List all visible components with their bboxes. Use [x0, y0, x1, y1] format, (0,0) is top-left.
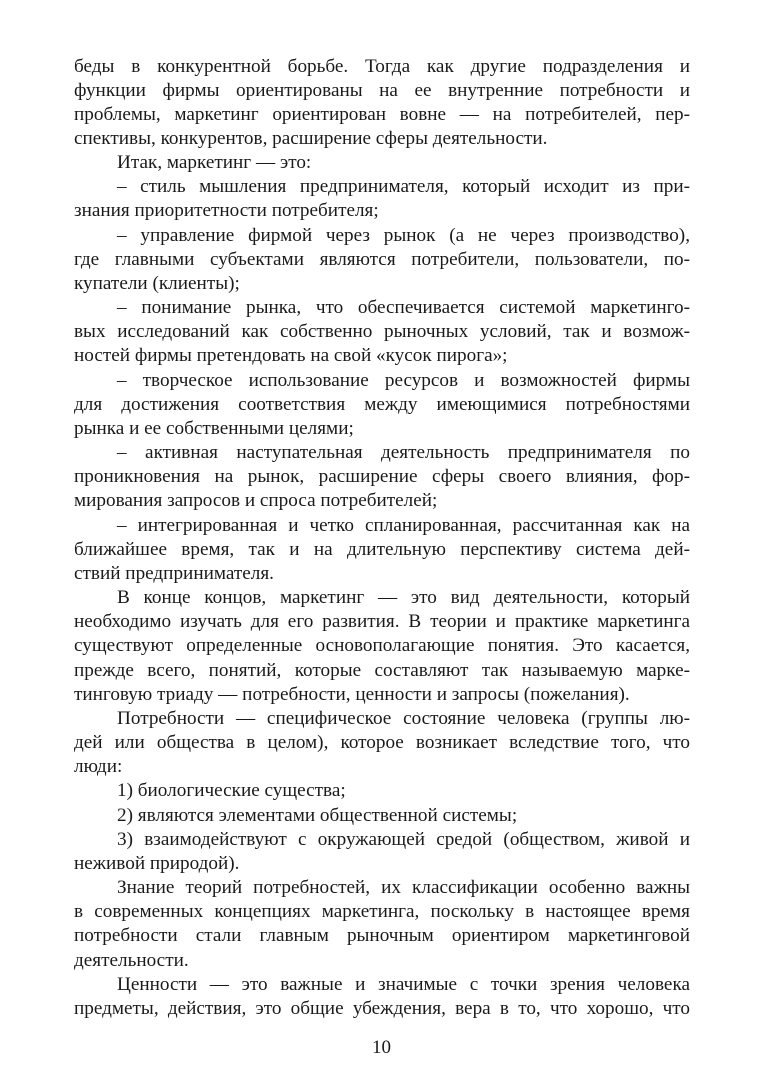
text-line: ствий предпринимателя. — [74, 563, 274, 584]
text-line: существуют определенные основополагающие понятия. Это касается, — [74, 635, 690, 656]
text-line: потребности стали главным рыночным ориентиром маркетинговой — [74, 925, 690, 946]
text-line: купатели (клиенты); — [74, 273, 240, 294]
text-line: ближайшее время, так и на длительную перспективу система дей- — [74, 539, 690, 560]
text-line: мирования запросов и спроса потребителей; — [74, 490, 438, 511]
text-line: В конце концов, маркетинг — это вид деятельности, который — [117, 587, 690, 608]
text-line: беды в конкурентной борьбе. Тогда как другие подразделения и — [74, 56, 690, 77]
text-line: 1) биологические существа; — [117, 780, 346, 801]
text-line: – интегрированная и четко спланированная, рассчитанная как на — [117, 515, 690, 536]
text-line: – стиль мышления предпринимателя, который исходит из при- — [117, 176, 690, 197]
text-line: дей или общества в целом), которое возникает вследствие того, что — [74, 732, 690, 753]
text-line: где главными субъектами являются потребители, пользователи, по- — [74, 249, 690, 270]
text-line: знания приоритетности потребителя; — [74, 200, 379, 221]
text-line: спективы, конкурентов, расширение сферы деятельности. — [74, 128, 548, 149]
text-line: тинговую триаду — потребности, ценности и запросы (пожелания). — [74, 684, 630, 705]
text-line: Потребности — специфическое состояние человека (группы лю- — [117, 708, 690, 729]
text-line: – активная наступательная деятельность предпринимателя по — [117, 442, 690, 463]
text-line: неживой природой). — [74, 853, 240, 874]
text-line: Итак, маркетинг — это: — [117, 152, 312, 173]
text-line: предметы, действия, это общие убеждения, вера в то, что хорошо, что — [74, 998, 690, 1019]
text-line: в современных концепциях маркетинга, поскольку в настоящее время — [74, 901, 690, 922]
text-line: – понимание рынка, что обеспечивается системой маркетинго- — [117, 297, 690, 318]
text-line: – творческое использование ресурсов и возможностей фирмы — [117, 370, 690, 391]
text-line: люди: — [74, 756, 123, 777]
text-line: вых исследований как собственно рыночных условий, так и возмож- — [74, 321, 690, 342]
text-line: необходимо изучать для его развития. В теории и практике маркетинга — [74, 611, 690, 632]
text-line: прежде всего, понятий, которые составляют так называемую марке- — [74, 660, 690, 681]
text-line: – управление фирмой через рынок (а не через производство), — [117, 225, 690, 246]
text-line: ностей фирмы претендовать на свой «кусок пирога»; — [74, 345, 508, 366]
text-line: функции фирмы ориентированы на ее внутренние потребности и — [74, 80, 690, 101]
text-line: Знание теорий потребностей, их классификации особенно важны — [117, 877, 690, 898]
text-line: для достижения соответствия между имеющимися потребностями — [74, 394, 690, 415]
text-line: проникновения на рынок, расширение сферы своего влияния, фор- — [74, 466, 690, 487]
text-line: проблемы, маркетинг ориентирован вовне — на потребителей, пер- — [74, 104, 690, 125]
text-line: 3) взаимодействуют с окружающей средой (обществом, живой и — [117, 829, 690, 850]
page-number: 10 — [372, 1037, 391, 1058]
text-line: рынка и ее собственными целями; — [74, 418, 354, 439]
text-line: деятельности. — [74, 950, 189, 971]
text-line: Ценности — это важные и значимые с точки зрения человека — [117, 974, 690, 995]
text-line: 2) являются элементами общественной системы; — [117, 805, 518, 826]
